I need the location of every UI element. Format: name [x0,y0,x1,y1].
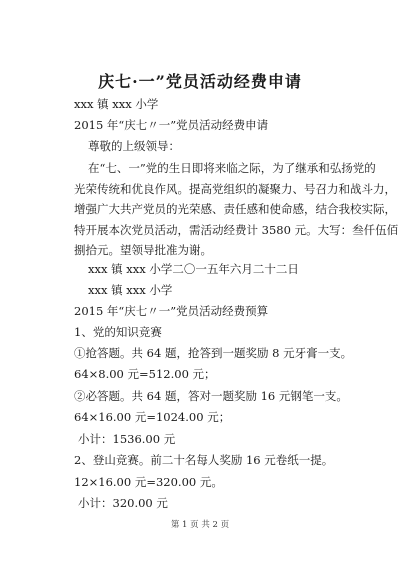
subtotal: 小计：320.00 元 [78,496,168,510]
paragraph-line: 捌拾元。望领导批准为谢。 [74,243,212,257]
subtotal: 小计：1536.00 元 [78,432,176,446]
section-heading: 1、党的知识竞赛 [74,325,162,339]
paragraph-line: 增强广大共产党员的光荣感、责任感和使命感，结合我校实际， [74,202,396,216]
paragraph-line: 特开展本次党员活动，需活动经费计 3580 元。大写：叁仟伍佰 [74,222,399,237]
document-title: 庆七·一”党员活动经费申请 [98,72,302,91]
paragraph-line: 在“七、一”党的生日即将来临之际，为了继承和弘扬党的 [88,161,376,175]
school-name: xxx 镇 xxx 小学 [88,283,173,297]
salutation: 尊敬的上级领导： [88,139,180,153]
page-number: 第 1 页 共 2 页 [170,520,230,530]
request-subject: 2015 年“庆七〃一”党员活动经费申请 [74,118,269,132]
signature-date: xxx 镇 xxx 小学二〇一五年六月二十二日 [88,262,299,276]
budget-item: ①抢答题。共 64 题，抢答到一题奖励 8 元牙膏一支。 [74,346,353,360]
section-heading: 2、登山竞赛。前二十名每人奖励 16 元卷纸一提。 [74,453,334,467]
budget-calculation: 12×16.00 元=320.00 元。 [74,475,223,489]
budget-subject: 2015 年“庆七〃一”党员活动经费预算 [74,304,269,318]
paragraph-line: 光荣传统和优良作风。提高党组织的凝聚力、号召力和战斗力， [74,181,396,196]
body-paragraph [74,158,399,261]
budget-item: ②必答题。共 64 题，答对一题奖励 16 元钢笔一支。 [74,389,348,403]
budget-calculation: 64×8.00 元=512.00 元； [74,367,216,381]
budget-calculation: 64×16.00 元=1024.00 元； [74,410,231,424]
school-name: xxx 镇 xxx 小学 [74,97,159,111]
